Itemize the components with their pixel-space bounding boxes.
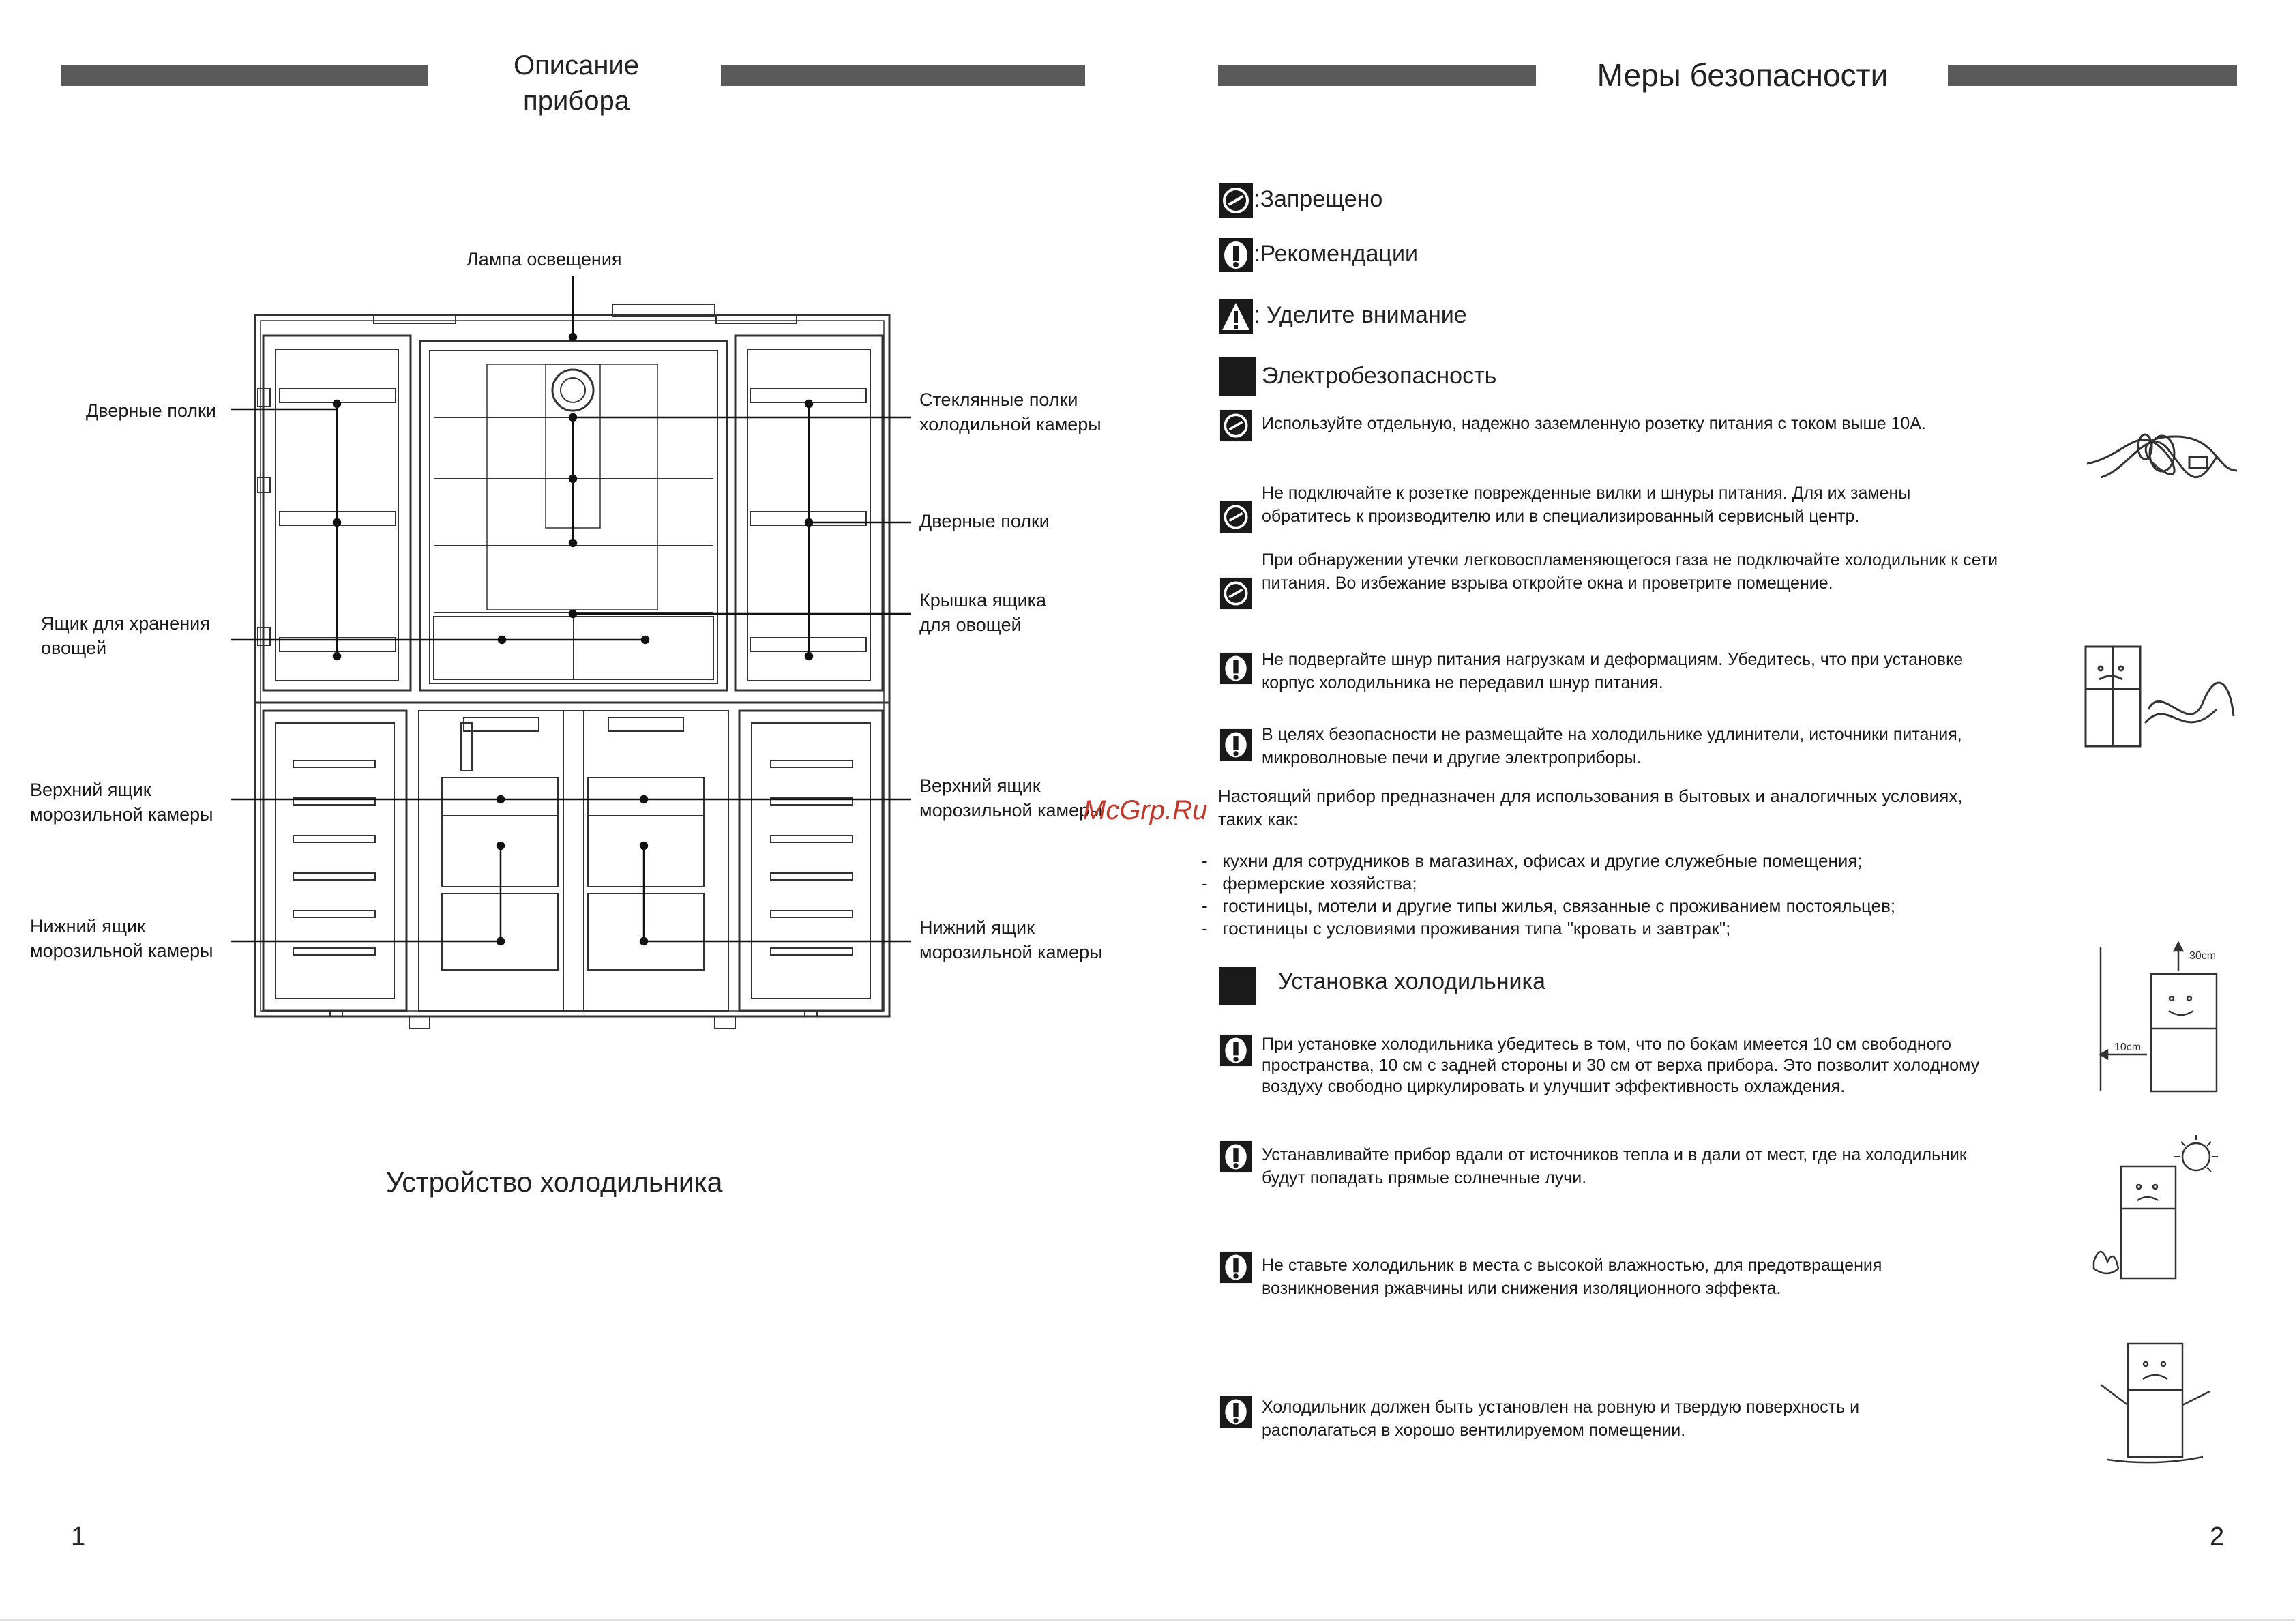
label-veg-cover bbox=[919, 588, 1046, 637]
bottom-border bbox=[0, 1619, 2295, 1621]
clearance-top-label: 30cm bbox=[2189, 950, 2217, 962]
recommend-icon bbox=[1219, 728, 1252, 761]
use-list-item: - гостиницы, мотели и другие типы жилья, связанные с проживанием постояльцев; bbox=[1202, 896, 1896, 916]
installation-item-3: Не ставьте холодильник в места с высокой влажностью, для предотвращения возникновения ржавчины или снижения изоляционного эффекта. bbox=[1262, 1256, 1882, 1298]
label-veg-drawer-line1: Ящик для хранения bbox=[41, 613, 210, 634]
recommend-icon bbox=[1218, 237, 1254, 273]
installation-item-4: Холодильник должен быть установлен на ровную и твердую поверхность и располагаться в хорошо вентилируемом помещении. bbox=[1262, 1398, 1860, 1440]
tangled-cords-illustration bbox=[2080, 416, 2244, 505]
forbidden-icon bbox=[1218, 183, 1254, 218]
use-list-item: - кухни для сотрудников в магазинах, офисах и другие служебные помещения; bbox=[1202, 851, 1863, 871]
electrical-item-1: Используйте отдельную, надежно заземленную розетку питания с током выше 10А. bbox=[1262, 414, 1926, 433]
label-lower-freezer-left bbox=[30, 914, 213, 963]
level-floor-illustration bbox=[2080, 1337, 2244, 1473]
label-veg-drawer bbox=[41, 611, 210, 660]
use-list-item-4: гостиницы с условиями проживания типа "кровать и завтрак"; bbox=[1222, 918, 1731, 939]
header-bar-right-1 bbox=[1218, 65, 1536, 86]
freezer-compartment bbox=[419, 711, 728, 1011]
label-upper-freezer-left bbox=[30, 778, 213, 827]
forbidden-icon bbox=[1219, 501, 1252, 533]
legend-recommend-text: :Рекомендации bbox=[1254, 240, 1418, 267]
page-title-right: Меры безопасности bbox=[1597, 57, 1889, 93]
label-glass-shelves bbox=[919, 387, 1101, 437]
recommend-icon bbox=[1219, 1396, 1252, 1428]
legend-attention-text: : Уделите внимание bbox=[1254, 301, 1467, 328]
electrical-item-5: В целях безопасности не размещайте на холодильнике удлинители, источники питания, микроволновые печи и другие электроприборы. bbox=[1262, 725, 1962, 767]
legend-forbidden bbox=[1218, 183, 1382, 218]
electrical-item-2: Не подключайте к розетке поврежденные вилки и шнуры питания. Для их замены обратитесь к производителю или в специализированный сервисный центр. bbox=[1262, 484, 1911, 526]
page-title-left-line1: Описание bbox=[513, 50, 640, 80]
electrical-item-4: Не подвергайте шнур питания нагрузкам и деформациям. Убедитесь, что при установке корпус холодильника не передавил шнур питания. bbox=[1262, 650, 1964, 692]
lower-freezer-drawer-right bbox=[588, 894, 704, 970]
label-veg-drawer-line2: овощей bbox=[41, 638, 107, 658]
watermark: McGrp.Ru bbox=[1083, 795, 1208, 825]
forbidden-icon bbox=[1219, 577, 1252, 610]
clearance-side-label: 10cm bbox=[2114, 1042, 2142, 1053]
legend-recommend bbox=[1218, 237, 1418, 273]
label-upper-freezer-right-line2: морозильной камеры bbox=[919, 800, 1103, 821]
forbidden-icon bbox=[1219, 409, 1252, 442]
use-list-item-3: гостиницы, мотели и другие типы жилья, связанные с проживанием постояльцев; bbox=[1222, 896, 1896, 916]
use-list-item-2: фермерские хозяйства; bbox=[1222, 873, 1417, 894]
installation-item-1: При установке холодильника убедитесь в том, что по бокам имеется 10 см свободного пространства, 10 см с задней стороны и 30 см от верха прибора. Это позволит холодному воздуху свободно циркулировать и улучшит эффективность охлаждения. bbox=[1262, 1035, 1980, 1096]
label-upper-freezer-left-line2: морозильной камеры bbox=[30, 804, 213, 825]
lamp-icon bbox=[552, 370, 593, 411]
label-upper-freezer-right bbox=[919, 773, 1103, 823]
use-list-item-1: кухни для сотрудников в магазинах, офисах и другие служебные помещения; bbox=[1222, 851, 1863, 871]
legend-attention bbox=[1218, 299, 1467, 334]
clearance-illustration bbox=[2080, 940, 2244, 1097]
label-veg-cover-line2: для овощей bbox=[919, 615, 1022, 635]
fridge-cord-illustration bbox=[2080, 641, 2237, 750]
label-lower-freezer-right-line1: Нижний ящик bbox=[919, 917, 1035, 938]
recommend-icon bbox=[1219, 1140, 1252, 1173]
label-upper-freezer-left-line1: Верхний ящик bbox=[30, 780, 151, 800]
section-marker-installation bbox=[1219, 967, 1256, 1005]
attention-icon bbox=[1218, 299, 1254, 334]
label-lower-freezer-right bbox=[919, 915, 1103, 964]
diagram-caption: Устройство холодильника bbox=[386, 1166, 723, 1198]
page-number-right: 2 bbox=[2210, 1522, 2225, 1551]
recommend-icon bbox=[1219, 1034, 1252, 1067]
label-lower-freezer-left-line2: морозильной камеры bbox=[30, 941, 213, 961]
sun-heat-illustration bbox=[2080, 1132, 2244, 1296]
use-list-item: - гостиницы с условиями проживания типа "кровать и завтрак"; bbox=[1202, 918, 1731, 939]
use-list-item: - фермерские хозяйства; bbox=[1202, 873, 1417, 894]
electrical-item-3: При обнаружении утечки легковоспламеняющегося газа не подключайте холодильник к сети питания. Во избежание взрыва откройте окна и проветрите помещение. bbox=[1262, 550, 1998, 593]
label-veg-cover-line1: Крышка ящика bbox=[919, 590, 1047, 610]
legend-forbidden-text: :Запрещено bbox=[1254, 186, 1383, 212]
label-lower-freezer-right-line2: морозильной камеры bbox=[919, 942, 1103, 962]
section-title-electrical: Электробезопасность bbox=[1262, 363, 1497, 389]
label-door-shelves-left: Дверные полки bbox=[86, 400, 216, 421]
left-freezer-door bbox=[263, 711, 406, 1011]
label-lower-freezer-left-line1: Нижний ящик bbox=[30, 916, 145, 936]
installation-item-2: Устанавливайте прибор вдали от источников тепла и в дали от мест, где на холодильник будут попадать прямые солнечные лучи. bbox=[1262, 1145, 1967, 1187]
header-bar-right-2 bbox=[1948, 65, 2237, 86]
recommend-icon bbox=[1219, 1251, 1252, 1284]
label-door-shelves-right: Дверные полки bbox=[919, 511, 1050, 531]
page-number-left: 1 bbox=[71, 1522, 86, 1551]
label-upper-freezer-right-line1: Верхний ящик bbox=[919, 776, 1041, 796]
right-freezer-door bbox=[739, 711, 883, 1011]
recommend-icon bbox=[1219, 652, 1252, 685]
page-title-left-line2: прибора bbox=[523, 86, 630, 116]
intended-use-text: Настоящий прибор предназначен для использования в бытовых и аналогичных условиях, таких как: bbox=[1218, 786, 1963, 829]
label-lamp: Лампа освещения bbox=[467, 249, 622, 269]
label-glass-shelves-line2: холодильной камеры bbox=[919, 414, 1101, 434]
section-marker-electrical bbox=[1219, 357, 1256, 396]
label-glass-shelves-line1: Стеклянные полки bbox=[919, 389, 1078, 410]
section-title-installation: Установка холодильника bbox=[1278, 969, 1545, 994]
